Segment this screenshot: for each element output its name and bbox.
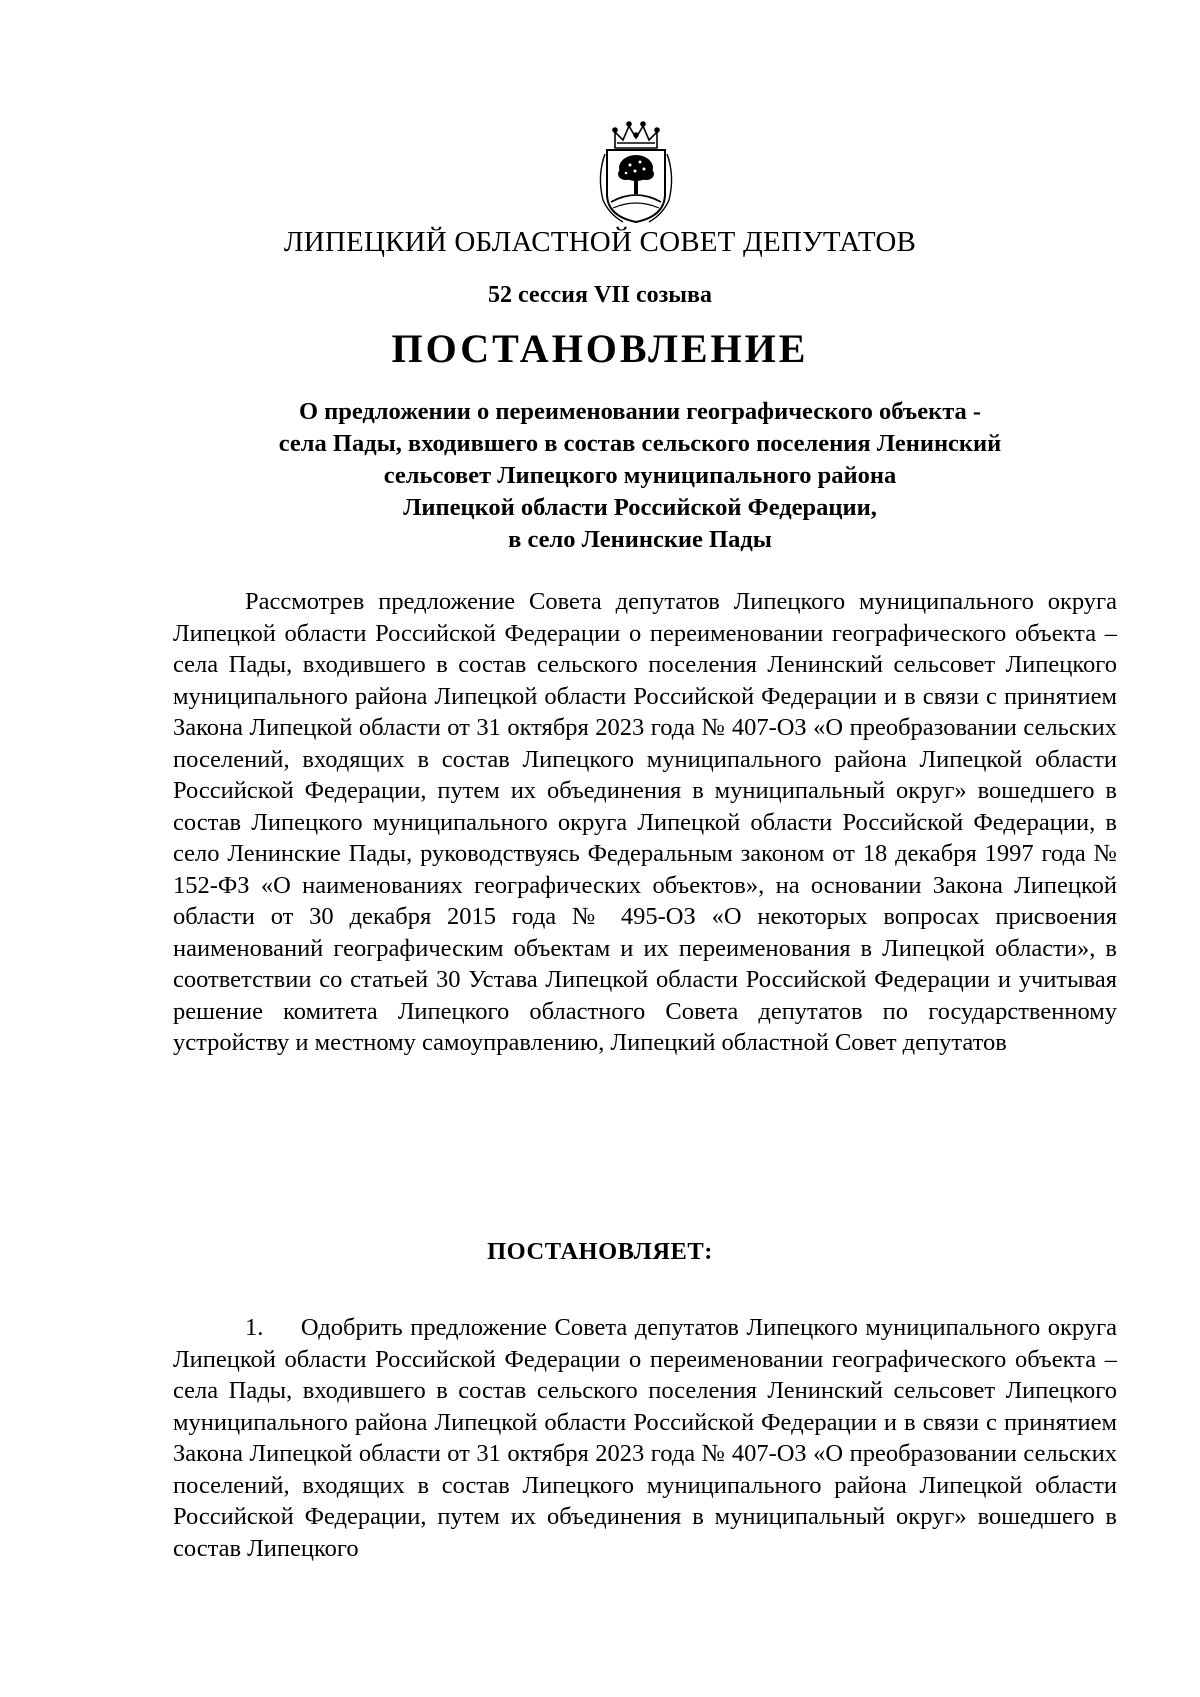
title-line: села Пады, входившего в состав сельского поселения Ленинский xyxy=(278,430,1002,457)
session-label: 52 сессия VII созыва xyxy=(487,282,712,308)
item-number: 1. xyxy=(245,1314,264,1341)
title-line: О предложении о переименовании географического объекта - xyxy=(298,398,982,425)
item-text: Одобрить предложение Совета депутатов Липецкого муниципального округа Липецкой области Российской Федерации о переименовании географического объекта – села Пады, входившего в состав сельского поселения Ленинский сельсовет Липецкого муниципального района Липецкой области Российской Федерации и в связи с принятием Закона Липецкой области от 31 октября 2023 года № 407-ОЗ «О преобразовании сельских поселений, входящих в состав Липецкого муниципального района Липецкой области Российской Федерации, путем их объединения в муниципальный округ» вошедшего в состав Липецкого xyxy=(173,1314,1117,1562)
title-line: сельсовет Липецкого муниципального района xyxy=(383,462,897,489)
document-title xyxy=(160,396,1120,556)
organization-name: ЛИПЕЦКИЙ ОБЛАСТНОЙ СОВЕТ ДЕПУТАТОВ xyxy=(283,226,917,258)
document-type: ПОСТАНОВЛЕНИЕ xyxy=(391,326,809,371)
title-line: Липецкой области Российской Федерации, xyxy=(403,494,877,521)
decree-item-1 xyxy=(173,1312,1117,1564)
decree-heading: ПОСТАНОВЛЯЕТ: xyxy=(487,1238,713,1265)
title-line: в село Ленинские Пады xyxy=(508,526,772,553)
coat-of-arms-icon xyxy=(593,118,679,226)
preamble-paragraph: Рассмотрев предложение Совета депутатов Липецкого муниципального округа Липецкой области Российской Федерации о переименовании географического объекта – села Пады, входившего в состав сельского поселения Ленинский сельсовет Липецкого муниципального района Липецкой области Российской Федерации и в связи с принятием Закона Липецкой области от 31 октября 2023 года № 407-ОЗ «О преобразовании сельских поселений, входящих в состав Липецкого муниципального района Липецкой области Российской Федерации, путем их объединения в муниципальный округ» вошедшего в состав Липецкого муниципального округа Липецкой области Российской Федерации, в село Ленинские Пады, руководствуясь Федеральным законом от 18 декабря 1997 года № 152-ФЗ «О наименованиях географических объектов», на основании Закона Липецкой области от 30 декабря 2015 года № 495-ОЗ «О некоторых вопросах присвоения наименований географическим объектам и их переименования в Липецкой области», в соответствии со статьей 30 Устава Липецкой области Российской Федерации и учитывая решение комитета Липецкого областного Совета депутатов по государственному устройству и местному самоуправлению, Липецкий областной Совет депутатов xyxy=(173,588,1117,1056)
